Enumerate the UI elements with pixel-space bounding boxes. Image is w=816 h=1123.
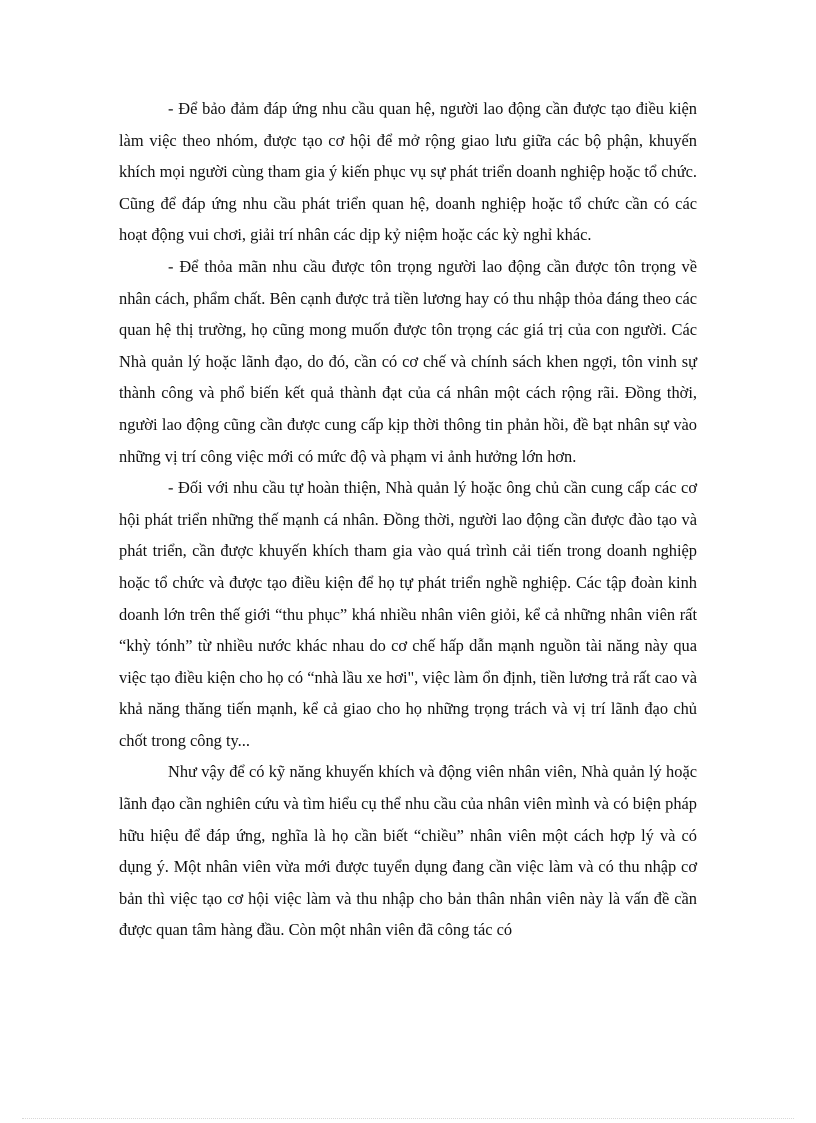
- paragraph-relationship-needs: - Để bảo đảm đáp ứng nhu cầu quan hệ, người lao động cần được tạo điều kiện làm việc theo nhóm, được tạo cơ hội để mở rộng giao lưu giữa các bộ phận, khuyến khích mọi người cùng tham gia ý kiến phục vụ sự phát triển doanh nghiệp hoặc tổ chức. Cũng để đáp ứng nhu cầu phát triển quan hệ, doanh nghiệp hoặc tổ chức cần có các hoạt động vui chơi, giải trí nhân các dịp kỷ niệm hoặc các kỳ nghỉ khác.: [119, 99, 697, 245]
- paragraph-respect-needs: - Để thỏa mãn nhu cầu được tôn trọng người lao động cần được tôn trọng về nhân cách, phẩm chất. Bên cạnh được trả tiền lương hay có thu nhập thỏa đáng theo các quan hệ thị trường, họ cũng mong muốn được tôn trọng các giá trị của con người. Các Nhà quản lý hoặc lãnh đạo, do đó, cần có cơ chế và chính sách khen ngợi, tôn vinh sự thành công và phổ biến kết quả thành đạt của cá nhân một cách rộng rãi. Đồng thời, người lao động cũng cần được cung cấp kịp thời thông tin phản hồi, đề bạt nhân sự vào những vị trí công việc mới có mức độ và phạm vi ảnh hưởng lớn hơn.: [119, 256, 697, 466]
- page-bottom-divider: [22, 1118, 794, 1119]
- document-body: [119, 93, 697, 946]
- paragraph-conclusion: Như vậy để có kỹ năng khuyến khích và động viên nhân viên, Nhà quản lý hoặc lãnh đạo cần nghiên cứu và tìm hiểu cụ thể nhu cầu của nhân viên mình và có biện pháp hữu hiệu để đáp ứng, nghĩa là họ cần biết “chiều” nhân viên một cách hợp lý và có dụng ý. Một nhân viên vừa mới được tuyển dụng đang cần việc làm và có thu nhập cơ bản thì việc tạo cơ hội việc làm và thu nhập cho bản thân nhân viên này là vấn đề cần được quan tâm hàng đầu. Còn một nhân viên đã công tác có: [119, 762, 697, 940]
- paragraph-self-actualization-needs: - Đối với nhu cầu tự hoàn thiện, Nhà quản lý hoặc ông chủ cần cung cấp các cơ hội phát triển những thế mạnh cá nhân. Đồng thời, người lao động cần được đào tạo và phát triển, cần được khuyến khích tham gia vào quá trình cải tiến trong doanh nghiệp hoặc tổ chức và được tạo điều kiện để họ tự phát triển nghề nghiệp. Các tập đoàn kinh doanh lớn trên thế giới “thu phục” khá nhiều nhân viên giỏi, kể cả những nhân viên rất “khỳ tónh” từ nhiều nước khác nhau do cơ chế hấp dẫn mạnh nguồn tài năng này qua việc tạo điều kiện cho họ có “nhà lầu xe hơi", việc làm ổn định, tiền lương trả rất cao và khả năng thăng tiến mạnh, kể cả giao cho họ những trọng trách và vị trí lãnh đạo chủ chốt trong công ty...: [119, 478, 697, 750]
